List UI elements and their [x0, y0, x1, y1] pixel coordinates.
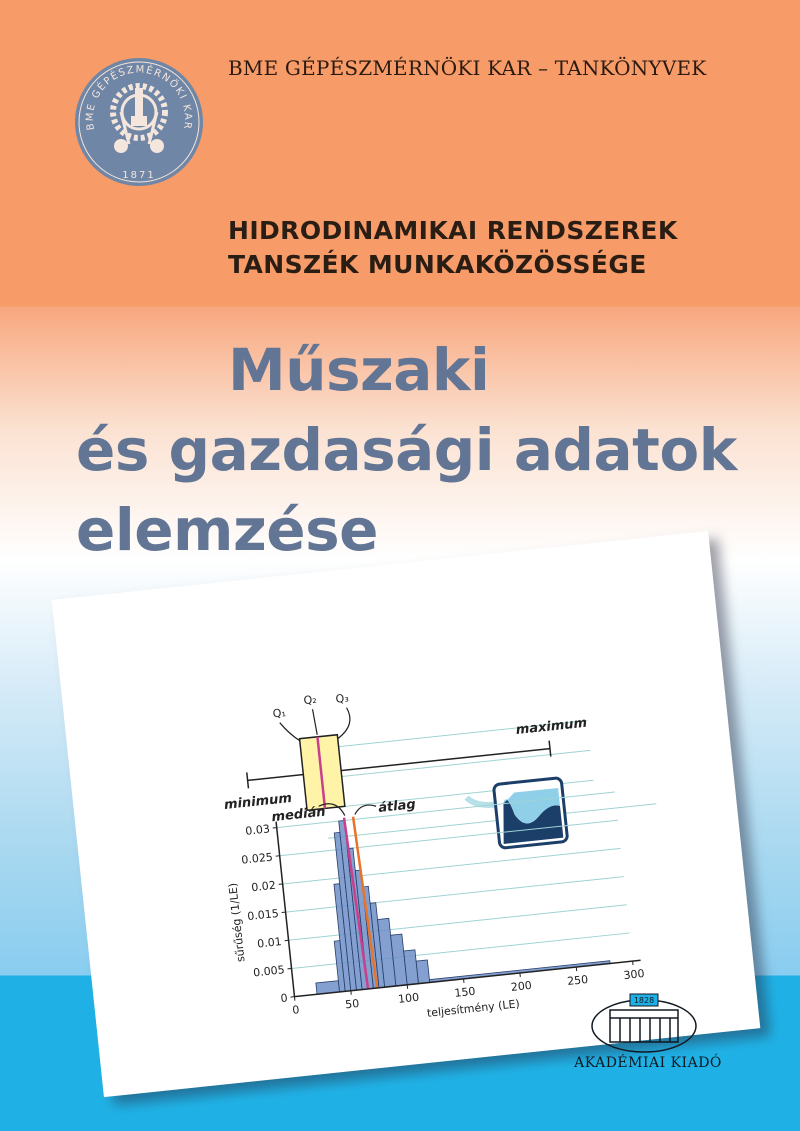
q2-label: Q₂ — [302, 692, 318, 708]
publisher-logo — [580, 992, 710, 1092]
x-tick-label: 250 — [566, 972, 589, 989]
x-tick-label: 200 — [510, 978, 533, 994]
publisher-name: AKADÉMIAI KIADÓ — [574, 1055, 722, 1071]
y-axis-label: sűrűség (1/LE) — [226, 882, 248, 963]
mini-density-plot-icon — [466, 778, 568, 852]
seal-year: 1871 — [122, 170, 156, 181]
title-line-2: és gazdasági adatok — [76, 416, 737, 484]
book-title — [76, 330, 737, 570]
ruled-lines — [319, 714, 657, 838]
y-tick-label: 0.03 — [244, 822, 271, 838]
y-tick-label: 0.025 — [240, 850, 274, 867]
bme-seal-logo — [73, 52, 205, 192]
x-axis-label: teljesítmény (LE) — [426, 997, 521, 1020]
series-title: BME GÉPÉSZMÉRNÖKI KAR – TANKÖNYVEK — [228, 56, 707, 80]
title-line-3: elemzése — [76, 496, 378, 564]
q3-label: Q₃ — [334, 691, 350, 706]
department-line-1: HIDRODINAMIKAI RENDSZEREK — [228, 216, 678, 245]
q1-arrow-icon — [280, 721, 300, 743]
department-line-2: TANSZÉK MUNKAKÖZÖSSÉGE — [228, 250, 647, 279]
publisher-year: 1828 — [633, 996, 655, 1005]
q2-arrow-icon — [313, 709, 318, 735]
seal-arc-text: BME GÉPÉSZMÉRNÖKI KAR — [84, 64, 194, 131]
y-tick-label: 0.02 — [250, 878, 277, 895]
x-tick-label: 0 — [291, 1003, 301, 1017]
q1-label: Q₁ — [272, 706, 287, 721]
histogram-bar — [416, 960, 430, 984]
x-tick-label: 100 — [397, 990, 420, 1006]
y-tick-label: 0.005 — [252, 963, 286, 980]
x-tick-label: 150 — [453, 984, 477, 1000]
department-title — [228, 214, 678, 282]
median-annotation: medián — [270, 804, 327, 826]
minimum-label: minimum — [223, 790, 293, 813]
title-line-1: Műszaki — [228, 336, 490, 404]
y-tick-label: 0 — [279, 991, 289, 1006]
grid-line — [283, 848, 621, 884]
y-tick-label: 0.01 — [256, 935, 283, 951]
mean-arrow-icon — [354, 804, 377, 814]
maximum-tick — [549, 741, 551, 757]
mean-annotation: átlag — [377, 797, 417, 816]
x-tick-label: 300 — [622, 966, 646, 983]
box-plot-whisker — [248, 749, 550, 781]
minimum-tick — [247, 772, 249, 788]
y-tick-label: 0.015 — [246, 906, 280, 924]
academy-building-icon — [592, 1000, 696, 1052]
maximum-label: maximum — [515, 715, 588, 739]
x-tick-label: 50 — [344, 996, 360, 1012]
